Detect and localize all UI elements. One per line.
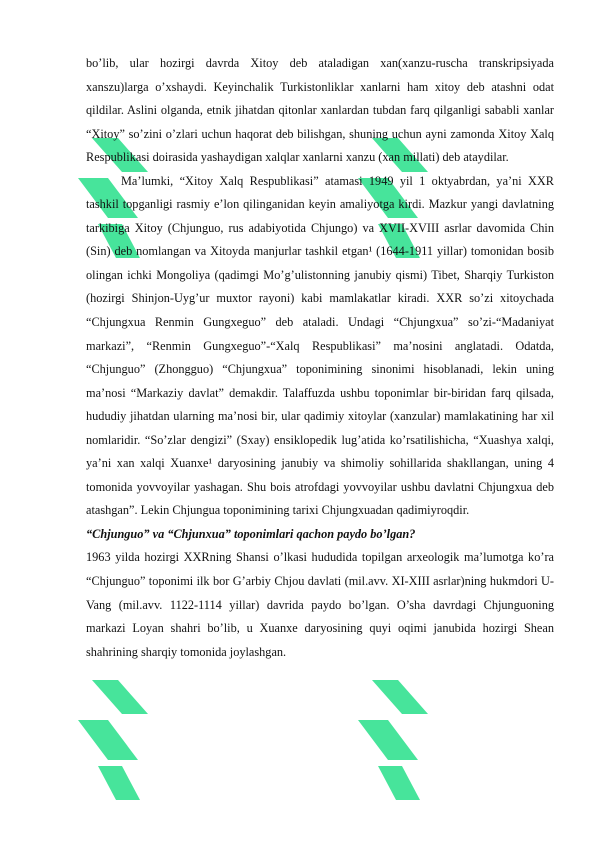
watermark-icon bbox=[78, 680, 148, 800]
section-heading: “Chjunguo” va “Chjunxua” toponimlari qachon paydo bo’lgan? bbox=[86, 526, 416, 541]
watermark-icon bbox=[358, 680, 428, 800]
body-text bbox=[86, 52, 554, 664]
paragraph-xxr-name: Ma’lumki, “Xitoy Xalq Respublikasi” atamasi 1949 yil 1 oktyabrdan, ya’ni XXR tashkil topganligi rasmiy e’lon qilinganidan keyin amaliyotga kirdi. Mazkur yangi davlatning tarkibiga Xitoy (Chjunguo, rus adabiyotida Chjungo) va XVII-XVIII asrlar davomida Chin (Sin) deb nomlangan va Xitoyda manjurlar tashkil etgan¹ (1644-1911 yillar) tomonidan bosib olingan ichki Mongoliya (qadimgi Mo’g’ulistonning janubiy qismi) Tibet, Sharqiy Turkiston (hozirgi Shinjon-Uyg’ur muxtor rayoni) kabi mamlakatlar kiradi. XXR so’zi xitoychada “Chjungxua Renmin Gungxeguo” deb ataladi. Undagi “Chjungxua” so’zi-“Madaniyat markazi”, “Renmin Gungxeguo”-“Xalq Respublikasi” ma’nosini anglatadi. Odatda, “Chjunguo” (Zhongguo) “Chjungxua” toponimining sinonimi hisoblanadi, lekin uning ma’nosi “Markaziy davlat” demakdir. Talaffuzda ushbu toponimlar bir-biridan farq qilsada, hududiy jihatdan ularning ma’nosi bir, ular qadimiy xitoylar (xanzular) mamlakatining har xil nomlaridir. “So’zlar dengizi” (Sxay) ensiklopedik lug’atida ko’rsatilishicha, “Xuashya xalqi, ya’ni xan xalqi Xuanxe¹ daryosining janubiy va shimoliy sohillarida shakllangan, uning 4 tomonida yovvoyilar yashagan. Shu bois atrofdagi yovvoyilar ushbu davlatni Chjungxua deb atashgan”. Lekin Chjungua toponimining tarixi Chjungxuadan qadimiyroqdir. bbox=[86, 173, 554, 518]
paragraph-archaeology: 1963 yilda hozirgi XXRning Shansi o’lkasi hududida topilgan arxeologik ma’lumotga ko’ra “Chjunguo” toponimi ilk bor G’arbiy Chjou davlati (mil.avv. XI-XIII asrlar)ning hukmdori U-Vang (mil.avv. 1122-1114 yillar) davrida paydo bo’lgan. O’sha davrdagi Chjunguoning markazi Loyan shahri bo’lib, u Xuanxe daryosining quyi oqimi janubida hozirgi Shean shahrining sharqiy tomonida joylashgan. bbox=[86, 550, 554, 659]
paragraph-continuation: bo’lib, ular hozirgi davrda Xitoy deb ataladigan xan(xanzu-ruscha transkripsiyada xanszu)larga o’xshaydi. Keyinchalik Turkistonliklar xanlarni ham xitoy deb atashni odat qildilar. Aslini olganda, etnik jihatdan qitonlar xanlardan tubdan farq qilganligi sababli xanlar “Xitoy” so’zini o’zlari uchun haqorat deb bilishgan, shuning uchun ayni zamonda Xitoy Xalq Respublikasi doirasida yashaydigan xalqlar xanlarni xanzu (xan millati) deb ataydilar. bbox=[86, 56, 554, 165]
